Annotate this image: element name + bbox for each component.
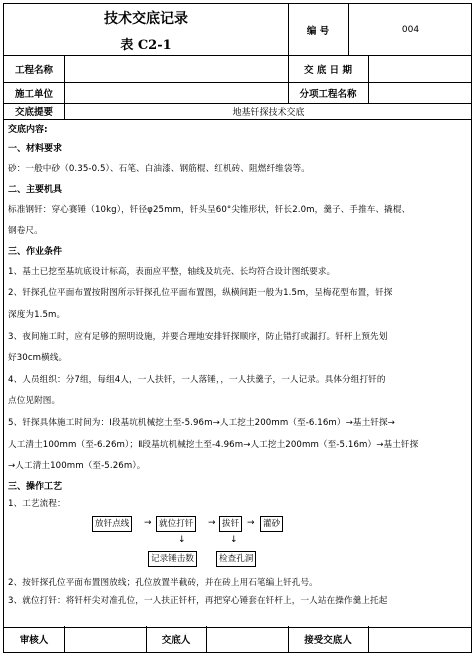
discloser-value[interactable]	[206, 626, 288, 652]
receiver-label: 接受交底人	[304, 635, 352, 646]
technical-disclosure-record-form	[3, 3, 472, 653]
arrow-right-icon: →	[208, 517, 216, 528]
s3-item5-line2: 人工清土100mm（至-6.26m）；Ⅱ段基坑机械挖土至-4.96m→人工挖土200mm（至-5.16m）→基土钎探	[8, 439, 419, 450]
flow-step-fill-sand: 灌砂	[260, 516, 283, 532]
form-subtitle: 表 C2-1	[120, 37, 172, 53]
reviewer-label: 审核人	[19, 635, 49, 646]
reviewer-value[interactable]	[64, 626, 146, 652]
section3-title: 三、作业条件	[8, 246, 63, 257]
section2-line2: 钢卷尺。	[8, 226, 43, 237]
disclosure-content	[8, 121, 467, 626]
arrow-right-icon: →	[144, 517, 152, 528]
arrow-right-icon: →	[247, 517, 255, 528]
s3-item2-line2: 深度为1.5m。	[8, 309, 66, 320]
s3-item4-line2: 点位见附图。	[8, 396, 61, 407]
date-value[interactable]	[368, 55, 472, 82]
section1-title: 一、材料要求	[8, 144, 63, 154]
flow-step-set-points: 放钎点线	[92, 516, 132, 532]
signature-row	[4, 626, 471, 652]
arrow-down-icon: ↓	[230, 534, 238, 545]
s4-item3: 3、就位打钎：将钎杆尖对准孔位，一人扶正钎杆，再把穿心锤套在钎杆上，一人站在操作羹上托起	[8, 595, 388, 606]
discloser-label: 交底人	[161, 635, 191, 646]
sub-project-value[interactable]	[368, 82, 472, 103]
section4-title: 三、操作工艺	[8, 481, 63, 492]
section2-title: 二、主要机具	[8, 184, 63, 195]
content-heading: 交底内容:	[8, 125, 48, 135]
s3-item2-line1: 2、钎探孔位平面布置按附图所示钎探孔位平面布置图，纵横间距一般为1.5m，呈梅花型布置，钎探	[8, 288, 393, 299]
flow-sub-check-holes: 检查孔洞	[216, 551, 256, 567]
s3-item3-line1: 3、夜间施工时，应有足够的照明设施，并要合理地安排钎探顺序，防止错打或漏打。钎杆上预先划	[8, 331, 388, 342]
project-name-label: 工程名称	[14, 64, 53, 76]
s4-item2: 2、按钎探孔位平面布置图放线；孔位放置半截砖，并在砖上用石笔编上钎孔号。	[8, 577, 318, 588]
summary-label: 交底提要	[14, 107, 53, 118]
receiver-value[interactable]	[368, 626, 472, 652]
construction-unit-label: 施工单位	[14, 88, 53, 100]
s3-item1: 1、基土已挖至基坑底设计标高，表面应平整，轴线及坑壳、长均符合设计图纸要求。	[8, 266, 336, 277]
section1-text: 砂：一般中砂（0.35-0.5）、石笔、白油漆、钢筋棍、红机砖、阻燃纤维袋等。	[8, 164, 310, 174]
flow-step-pull-rod: 拔钎	[219, 516, 242, 532]
summary-value: 地基钎探技术交底	[232, 107, 305, 118]
project-name-value[interactable]	[64, 55, 288, 82]
flow-sub-record-blows: 记录锤击数	[148, 551, 197, 567]
flow-label: 1、工艺流程：	[8, 498, 66, 509]
flow-step-drive-rod: 就位打钎	[156, 516, 196, 532]
form-title: 技术交底记录	[104, 11, 188, 27]
s3-item5-line1: 5、钎探具体施工时间为：Ⅰ段基坑机械挖土至-5.96m→人工挖土200mm（至-6.16m）→基土钎探→	[8, 417, 395, 428]
arrow-down-icon: ↓	[178, 534, 186, 545]
number-label: 编 号	[306, 25, 330, 37]
s3-item4-line1: 4、人员组织：分7组，每组4人，一人扶钎，一人落锤，，一人扶羹子，一人记录。具体分组打钎的	[8, 374, 386, 385]
construction-unit-value[interactable]	[64, 82, 288, 103]
section2-line1: 标准钢钎：穿心赛锤（10kg），钎径φ25mm，钎头呈60°尖锥形状，钎长2.0m，羹子、手推车、撬棍、	[8, 204, 411, 215]
date-label: 交 底 日 期	[304, 64, 352, 76]
sub-project-label: 分项工程名称	[299, 88, 357, 100]
s3-item5-line3: →人工清土100mm（至-5.26m）。	[8, 461, 146, 472]
s3-item3-line2: 好30cm横线。	[8, 353, 68, 364]
number-value: 004	[401, 24, 420, 35]
process-flow-diagram	[8, 514, 467, 572]
